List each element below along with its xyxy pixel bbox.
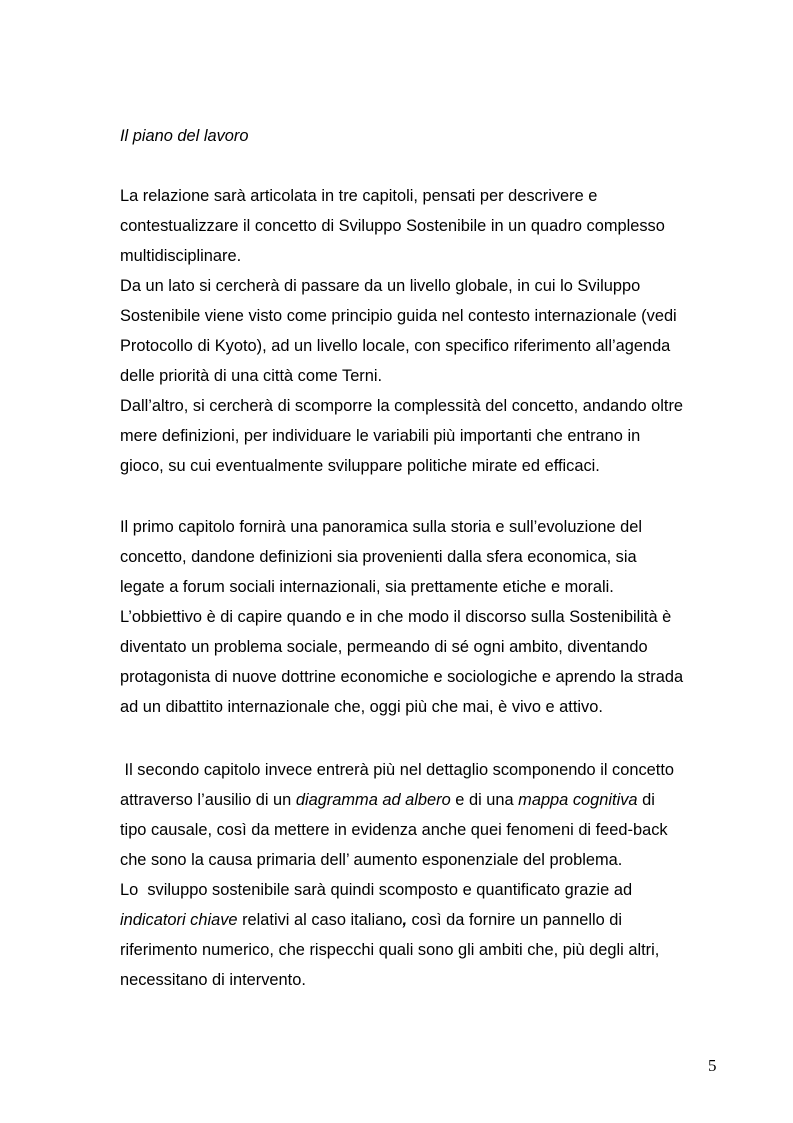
paragraph-1-line-10: gioco, su cui eventualmente sviluppare politiche mirate ed efficaci. bbox=[120, 457, 600, 475]
paragraph-2-line-3: legate a forum sociali internazionali, sia prettamente etiche e morali. bbox=[120, 578, 614, 596]
paragraph-1-line-5: Sostenibile viene visto come principio guida nel contesto internazionale (vedi bbox=[120, 307, 677, 325]
paragraph-2-line-5: diventato un problema sociale, permeando di sé ogni ambito, diventando bbox=[120, 638, 648, 656]
paragraph-1-line-9: mere definizioni, per individuare le variabili più importanti che entrano in bbox=[120, 427, 641, 445]
paragraph-3-line-3: tipo causale, così da mettere in evidenza anche quei fenomeni di feed-back bbox=[120, 821, 668, 839]
paragraph-1-line-2: contestualizzare il concetto di Sviluppo Sostenibile in un quadro complesso bbox=[120, 217, 665, 235]
paragraph-1-line-7: delle priorità di una città come Terni. bbox=[120, 367, 383, 385]
paragraph-3-line-1: Il secondo capitolo invece entrerà più nel dettaglio scomponendo il concetto bbox=[120, 761, 674, 779]
paragraph-3-line-2-text-c: e di una bbox=[450, 791, 519, 809]
paragraph-1-line-6: Protocollo di Kyoto), ad un livello locale, con specifico riferimento all’agenda bbox=[120, 337, 671, 355]
page-number: 5 bbox=[708, 1056, 717, 1075]
section-heading: Il piano del lavoro bbox=[120, 127, 249, 145]
diagram-term: diagramma ad albero bbox=[295, 791, 451, 809]
paragraph-2-line-2: concetto, dandone definizioni sia provenienti dalla sfera economica, sia bbox=[120, 548, 637, 566]
paragraph-1-line-3: multidisciplinare. bbox=[120, 247, 242, 265]
cognitive-map-term: mappa cognitiva bbox=[518, 791, 638, 809]
paragraph-2-line-4: L’obbiettivo è di capire quando e in che modo il discorso sulla Sostenibilità è bbox=[120, 608, 672, 626]
paragraph-1-line-1: La relazione sarà articolata in tre capitoli, pensati per descrivere e bbox=[120, 187, 598, 205]
paragraph-1-line-8: Dall’altro, si cercherà di scomporre la complessità del concetto, andando oltre bbox=[120, 397, 684, 415]
paragraph-3-line-2 bbox=[120, 790, 655, 810]
paragraph-3-line-8: necessitano di intervento. bbox=[120, 971, 306, 989]
paragraph-3-line-4: che sono la causa primaria dell’ aumento esponenziale del problema. bbox=[120, 851, 623, 869]
paragraph-2-line-1: Il primo capitolo fornirà una panoramica sulla storia e sull’evoluzione del bbox=[120, 518, 643, 536]
paragraph-3-line-2-text-a: attraverso l’ausilio di un bbox=[120, 791, 296, 809]
key-indicators-term: indicatori chiave bbox=[120, 911, 238, 929]
paragraph-3-line-2-text-e: di bbox=[637, 791, 655, 809]
paragraph-3-line-6-comma: , bbox=[402, 911, 407, 929]
paragraph-2-line-6: protagonista di nuove dottrine economiche e sociologiche e aprendo la strada bbox=[120, 668, 684, 686]
paragraph-2-line-7: ad un dibattito internazionale che, oggi più che mai, è vivo e attivo. bbox=[120, 698, 603, 716]
paragraph-3-line-5: Lo sviluppo sostenibile sarà quindi scomposto e quantificato grazie ad bbox=[120, 881, 633, 899]
paragraph-3-line-6-text-b: relativi al caso italiano bbox=[237, 911, 403, 929]
paragraph-3-line-7: riferimento numerico, che rispecchi quali sono gli ambiti che, più degli altri, bbox=[120, 941, 660, 959]
paragraph-3-line-6 bbox=[120, 910, 622, 930]
paragraph-1-line-4: Da un lato si cercherà di passare da un livello globale, in cui lo Sviluppo bbox=[120, 277, 641, 295]
paragraph-3-line-6-text-d: così da fornire un pannello di bbox=[407, 911, 623, 929]
